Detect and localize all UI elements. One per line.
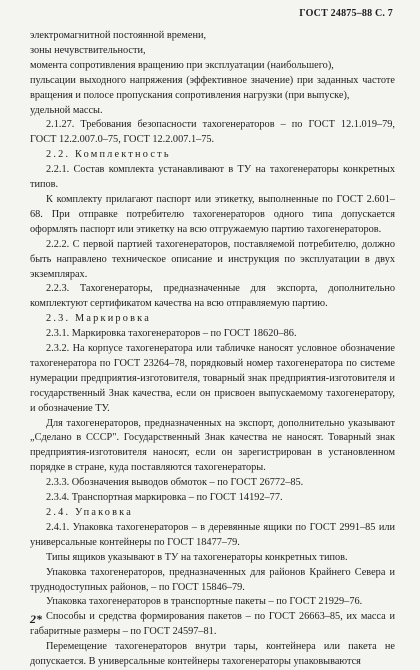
paragraph: 2.3.2. На корпусе тахогенератора или табличке наносят условное обозначение тахогенератора по ГОСТ 23264–78, порядковый номер тахогенератора по системе нумерации предприятия-изготовителя, товарный знак предприятия-изготовителя и государственный Знак качества, если он присвоен выпускаемому тахогенератору, и обозначение ТУ.: [30, 343, 395, 414]
paragraph: 2.2.2. С первой партией тахогенераторов, поставляемой потребителю, должно быть направлено техническое описание и инструкция по эксплуатации в двух экземплярах.: [30, 238, 395, 280]
paragraph: 2.3.3. Обозначения выводов обмоток – по ГОСТ 26772–85.: [46, 477, 304, 489]
paragraph: 2.3.1. Маркировка тахогенераторов – по ГОСТ 18620–86.: [46, 328, 297, 340]
paragraph: момента сопротивления вращению при эксплуатации (наибольшего),: [30, 59, 334, 71]
page-header: ГОСТ 24875–88 С. 7: [299, 8, 393, 19]
paragraph: зоны нечувствительности,: [30, 44, 146, 56]
page-signature-mark: 2*: [30, 612, 42, 626]
paragraph: Для тахогенераторов, предназначенных на экспорт, дополнительно указывают „Сделано в СССР". Государственный Знак качества не наносят. Товарный знак предприятия-изготовителя наносят, если он зарегистрирован в установленном порядке в стране, куда поставляются тахогенераторы.: [30, 417, 395, 474]
paragraph: 2.3.4. Транспортная маркировка – по ГОСТ 14192–77.: [46, 492, 283, 504]
body-text: [30, 29, 395, 670]
paragraph: 2.2.3. Тахогенераторы, предназначенные для экспорта, дополнительно комплектуют сертификатом качества на всю отправляемую партию.: [30, 283, 395, 310]
paragraph: 2.2. Комплектность: [46, 149, 171, 161]
paragraph: Способы и средства формирования пакетов – по ГОСТ 26663–85, их масса и габаритные размеры – по ГОСТ 24597–81.: [30, 611, 395, 638]
paragraph: 2.4.1. Упаковка тахогенераторов – в деревянные ящики по ГОСТ 2991–85 или универсальные контейнеры по ГОСТ 18477–79.: [30, 521, 395, 548]
paragraph: удельной массы.: [30, 104, 103, 116]
paragraph: Перемещение тахогенераторов внутри тары, контейнера или пакета не допускается. В универсальные контейнеры тахогенераторы упаковываются: [30, 641, 395, 668]
paragraph: 2.2.1. Состав комплекта устанавливают в ТУ на тахогенераторы конкретных типов.: [30, 164, 395, 191]
paragraph: Упаковка тахогенераторов в транспортные пакеты – по ГОСТ 21929–76.: [46, 596, 363, 608]
paragraph: К комплекту прилагают паспорт или этикетку, выполненные по ГОСТ 2.601–68. При отправке потребителю тахогенераторов одного типа допускается оформлять паспорт или этикетку на всю отгружаемую партию тахогенераторов.: [30, 193, 395, 235]
paragraph: Упаковка тахогенераторов, предназначенных для районов Крайнего Севера и труднодоступных районов, – по ГОСТ 15846–79.: [30, 566, 395, 593]
paragraph: 2.1.27. Требования безопасности тахогенераторов – по ГОСТ 12.1.019–79, ГОСТ 12.2.007.0–75, ГОСТ 12.2.007.1–75.: [30, 119, 395, 146]
paragraph: пульсации выходного напряжения (эффективное значение) при заданных частоте вращения и полосе пропускания сопротивления нагрузки (при выпуске),: [30, 74, 395, 101]
paragraph: электромагнитной постоянной времени,: [30, 30, 207, 41]
paragraph: 2.3. Маркировка: [46, 313, 151, 325]
paragraph: Типы ящиков указывают в ТУ на тахогенераторы конкретных типов.: [46, 551, 348, 563]
paragraph: 2.4. Упаковка: [46, 507, 133, 518]
